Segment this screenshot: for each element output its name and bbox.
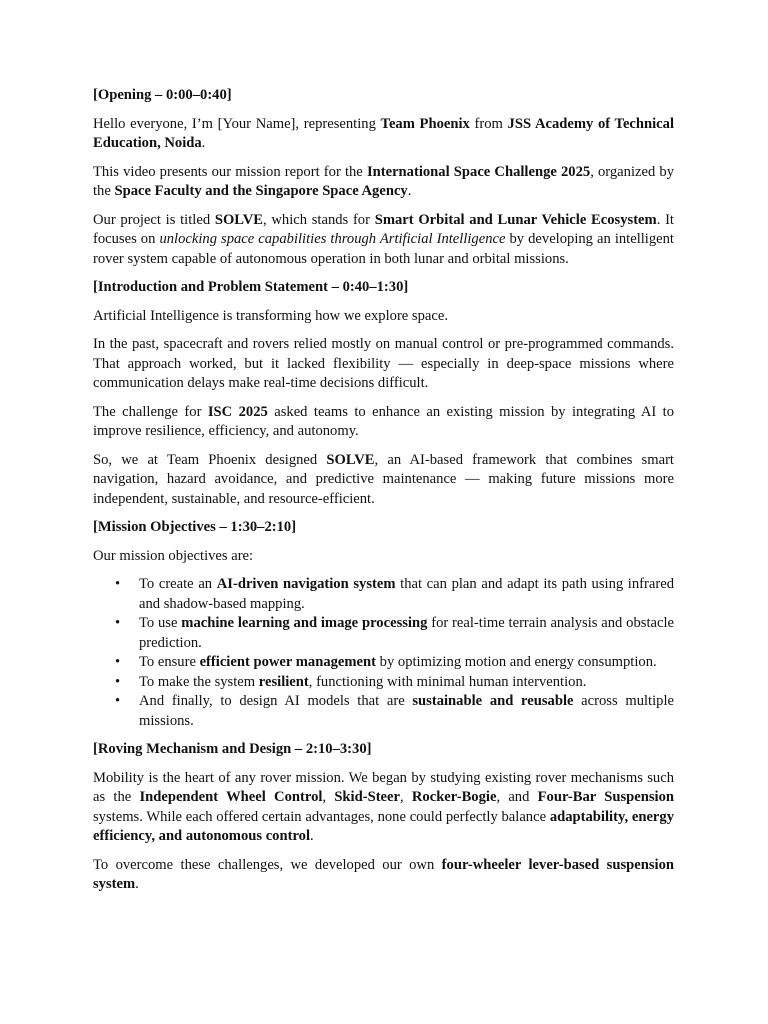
- introduction-paragraph-4: So, we at Team Phoenix designed SOLVE, an AI-based framework that combines smart navigation, hazard avoidance, and predictive maintenance — making future missions more independent, sustainable, and resource-efficient.: [93, 451, 674, 507]
- objectives-list: [93, 575, 674, 731]
- objectives-intro: Our mission objectives are:: [93, 547, 254, 564]
- bullet-icon: •: [115, 576, 121, 592]
- bullet-icon: •: [115, 615, 121, 631]
- list-item: • To make the system resilient, functioning with minimal human intervention.: [93, 673, 674, 693]
- introduction-paragraph-3: The challenge for ISC 2025 asked teams to enhance an existing mission by integrating AI to improve resilience, efficiency, and autonomy.: [93, 403, 675, 439]
- opening-paragraph-1: Hello everyone, I’m [Your Name], representing Team Phoenix from JSS Academy of Technical Education, Noida.: [93, 115, 675, 151]
- opening-paragraph-3: Our project is titled SOLVE, which stands for Smart Orbital and Lunar Vehicle Ecosystem. It focuses on unlocking space capabilities through Artificial Intelligence by developing an intelligent rover system capable of autonomous operation in both lunar and orbital missions.: [93, 211, 674, 267]
- list-item: • And finally, to design AI models that are sustainable and reusable across multiple missions.: [115, 693, 674, 729]
- section-heading-roving: [Roving Mechanism and Design – 2:10–3:30]: [93, 741, 372, 757]
- list-item: • To create an AI-driven navigation system that can plan and adapt its path using infrared and shadow-based mapping.: [115, 576, 674, 612]
- section-heading-introduction: [Introduction and Problem Statement – 0:40–1:30]: [93, 279, 409, 295]
- section-heading-opening: [Opening – 0:00–0:40]: [93, 87, 232, 103]
- roving-paragraph-1: Mobility is the heart of any rover mission. We began by studying existing rover mechanisms such as the Independent Wheel Control, Skid-Steer, Rocker-Bogie, and Four-Bar Suspension systems. While each offered certain advantages, none could perfectly balance adaptability, energy efficiency, and autonomous control.: [93, 769, 674, 844]
- document-page: [93, 86, 674, 904]
- bullet-icon: •: [115, 654, 121, 670]
- list-item: • To use machine learning and image processing for real-time terrain analysis and obstacle prediction.: [115, 615, 674, 651]
- opening-paragraph-2: This video presents our mission report for the International Space Challenge 2025, organized by the Space Faculty and the Singapore Space Agency.: [93, 163, 674, 199]
- section-heading-objectives: [Mission Objectives – 1:30–2:10]: [93, 519, 297, 535]
- roving-paragraph-2: To overcome these challenges, we developed our own four-wheeler lever-based suspension system.: [93, 856, 675, 892]
- list-item: • To ensure efficient power management by optimizing motion and energy consumption.: [93, 653, 674, 673]
- bullet-icon: •: [115, 673, 121, 690]
- introduction-paragraph-2: In the past, spacecraft and rovers relied mostly on manual control or pre-programmed commands. That approach worked, but it lacked flexibility — especially in deep-space missions where communication delays make real-time decisions difficult.: [93, 336, 674, 391]
- bullet-icon: •: [115, 693, 121, 709]
- introduction-paragraph-1: Artificial Intelligence is transforming how we explore space.: [93, 307, 448, 324]
